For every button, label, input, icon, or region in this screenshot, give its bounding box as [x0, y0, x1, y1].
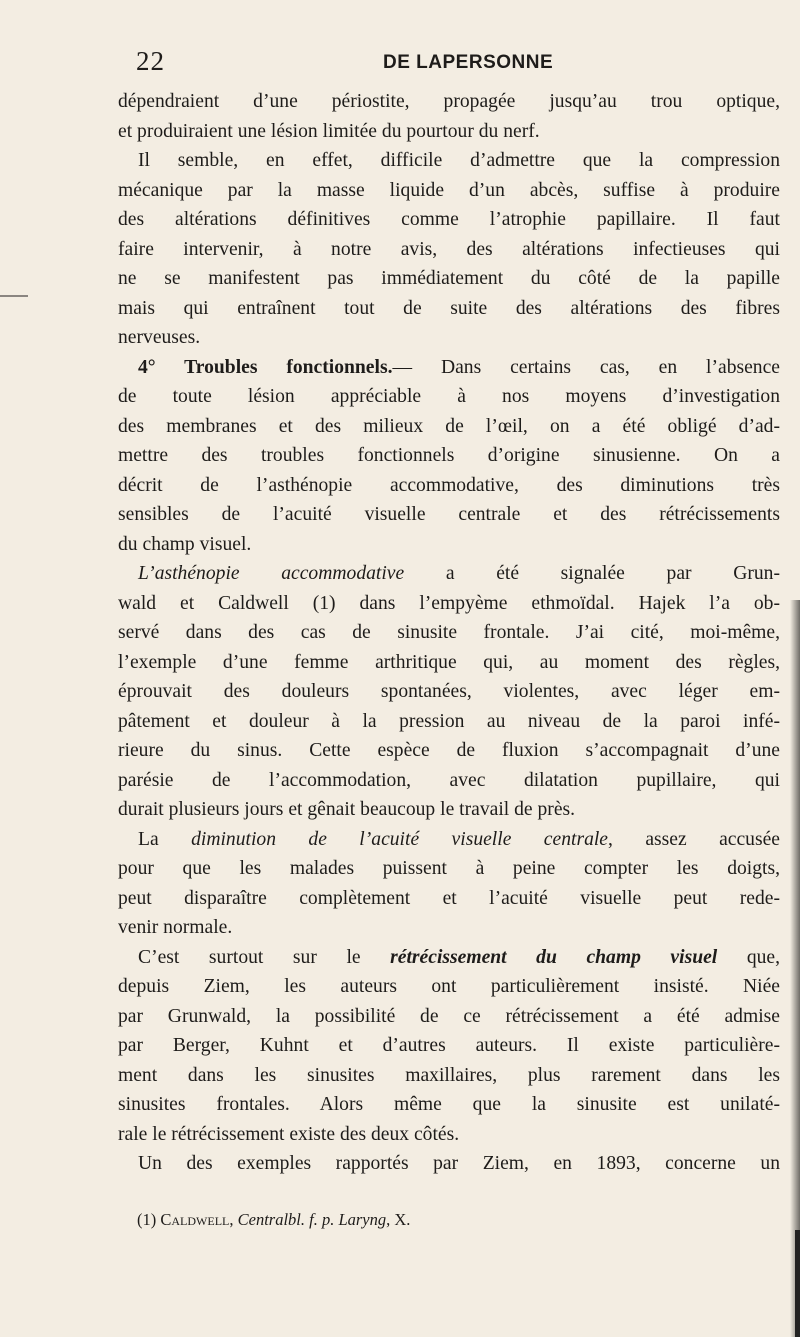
section-heading-line [118, 353, 780, 383]
text-line: venir normale. [118, 917, 233, 938]
footnote-reference: Centralbl. f. p. Laryng [237, 1210, 387, 1229]
text-fragment: , assez accusée [608, 828, 780, 850]
text-line: de toute lésion appréciable à nos moyens d’investigation [118, 386, 780, 407]
italic-term: L’asthénopie accommodative [138, 563, 405, 584]
italic-term: rétrécissement du champ visuel [390, 946, 718, 968]
text-line: mettre des troubles fonctionnels d’origine sinusienne. On a [118, 445, 780, 466]
text-line: l’exemple d’une femme arthritique qui, au moment des règles, [118, 651, 780, 673]
page-number: 22 [136, 46, 165, 76]
page-edge-dark [795, 1230, 800, 1337]
text-line: des membranes et des milieux de l’œil, on a été obligé d’ad- [118, 415, 780, 437]
text-line: sinusites frontales. Alors même que la sinusite est unilaté- [118, 1094, 780, 1115]
text-line [118, 943, 780, 973]
italic-term: diminution de l’acuité visuelle centrale [191, 828, 609, 850]
text-line: par Grunwald, la possibilité de ce rétrécissement a été admise [118, 1005, 780, 1027]
text-line: et produiraient une lésion limitée du pourtour du nerf. [118, 120, 540, 142]
text-line [118, 825, 780, 855]
text-line: ment dans les sinusites maxillaires, plus rarement dans les [118, 1064, 780, 1086]
text-fragment: que, [717, 946, 781, 968]
text-line: durait plusieurs jours et gênait beaucoup le travail de près. [118, 799, 576, 820]
text-fragment: La [138, 828, 192, 850]
running-title: DE LAPERSONNE [383, 52, 554, 73]
footnote-author: Caldwell [160, 1210, 230, 1229]
text-line: décrit de l’asthénopie accommodative, des diminutions très [118, 474, 780, 496]
text-line: wald et Caldwell (1) dans l’empyème ethmoïdal. Hajek l’a ob- [118, 592, 780, 614]
text-line: rieure du sinus. Cette espèce de fluxion s’accompagnait d’une [118, 740, 780, 761]
page-edge-shadow [790, 600, 800, 1337]
text-fragment: C’est surtout sur le [138, 946, 391, 968]
text-line [118, 559, 780, 589]
section-heading: 4° Troubles fonctionnels. [138, 356, 393, 378]
text-line: pâtement et douleur à la pression au niveau de la paroi infé- [118, 710, 780, 732]
text-line: Il semble, en effet, difficile d’admettre que la compression [138, 150, 780, 171]
text-line: parésie de l’accommodation, avec dilatation pupillaire, qui [118, 769, 780, 791]
footnote-volume: , X. [386, 1210, 411, 1229]
footnote-marker: (1) [137, 1210, 161, 1229]
margin-mark [0, 295, 28, 297]
text-line: par Berger, Kuhnt et d’autres auteurs. Il existe particulière- [118, 1035, 780, 1056]
text-line: sensibles de l’acuité visuelle centrale et des rétrécissements [118, 504, 780, 525]
text-line: nerveuses. [118, 327, 201, 348]
footnote-separator: , [229, 1210, 238, 1229]
text-line: Un des exemples rapportés par Ziem, en 1893, concerne un [138, 1153, 780, 1174]
text-line: faire intervenir, à notre avis, des altérations infectieuses qui [118, 238, 780, 260]
text-line: des altérations définitives comme l’atrophie papillaire. Il faut [118, 209, 780, 230]
text-fragment: — Dans certains cas, en l’absence [392, 356, 781, 378]
body-text [118, 87, 780, 1179]
text-line: depuis Ziem, les auteurs ont particulièrement insisté. Niée [118, 976, 780, 997]
text-line: mécanique par la masse liquide d’un abcès, suffise à produire [118, 179, 780, 201]
text-line: servé dans des cas de sinusite frontale. J’ai cité, moi-même, [118, 622, 780, 643]
footnote [137, 1210, 410, 1230]
text-line: éprouvait des douleurs spontanées, violentes, avec léger em- [118, 681, 780, 702]
text-fragment: a été signalée par Grun- [404, 563, 780, 584]
text-line: pour que les malades puissent à peine compter les doigts, [118, 858, 780, 879]
text-line: du champ visuel. [118, 533, 252, 555]
text-line: dépendraient d’une périostite, propagée jusqu’au trou optique, [118, 91, 780, 112]
text-line: peut disparaître complètement et l’acuité visuelle peut rede- [118, 887, 780, 909]
running-head [0, 46, 800, 76]
text-line: mais qui entraînent tout de suite des altérations des fibres [118, 297, 780, 319]
text-line: rale le rétrécissement existe des deux côtés. [118, 1123, 460, 1145]
text-line: ne se manifestent pas immédiatement du côté de la papille [118, 268, 780, 289]
